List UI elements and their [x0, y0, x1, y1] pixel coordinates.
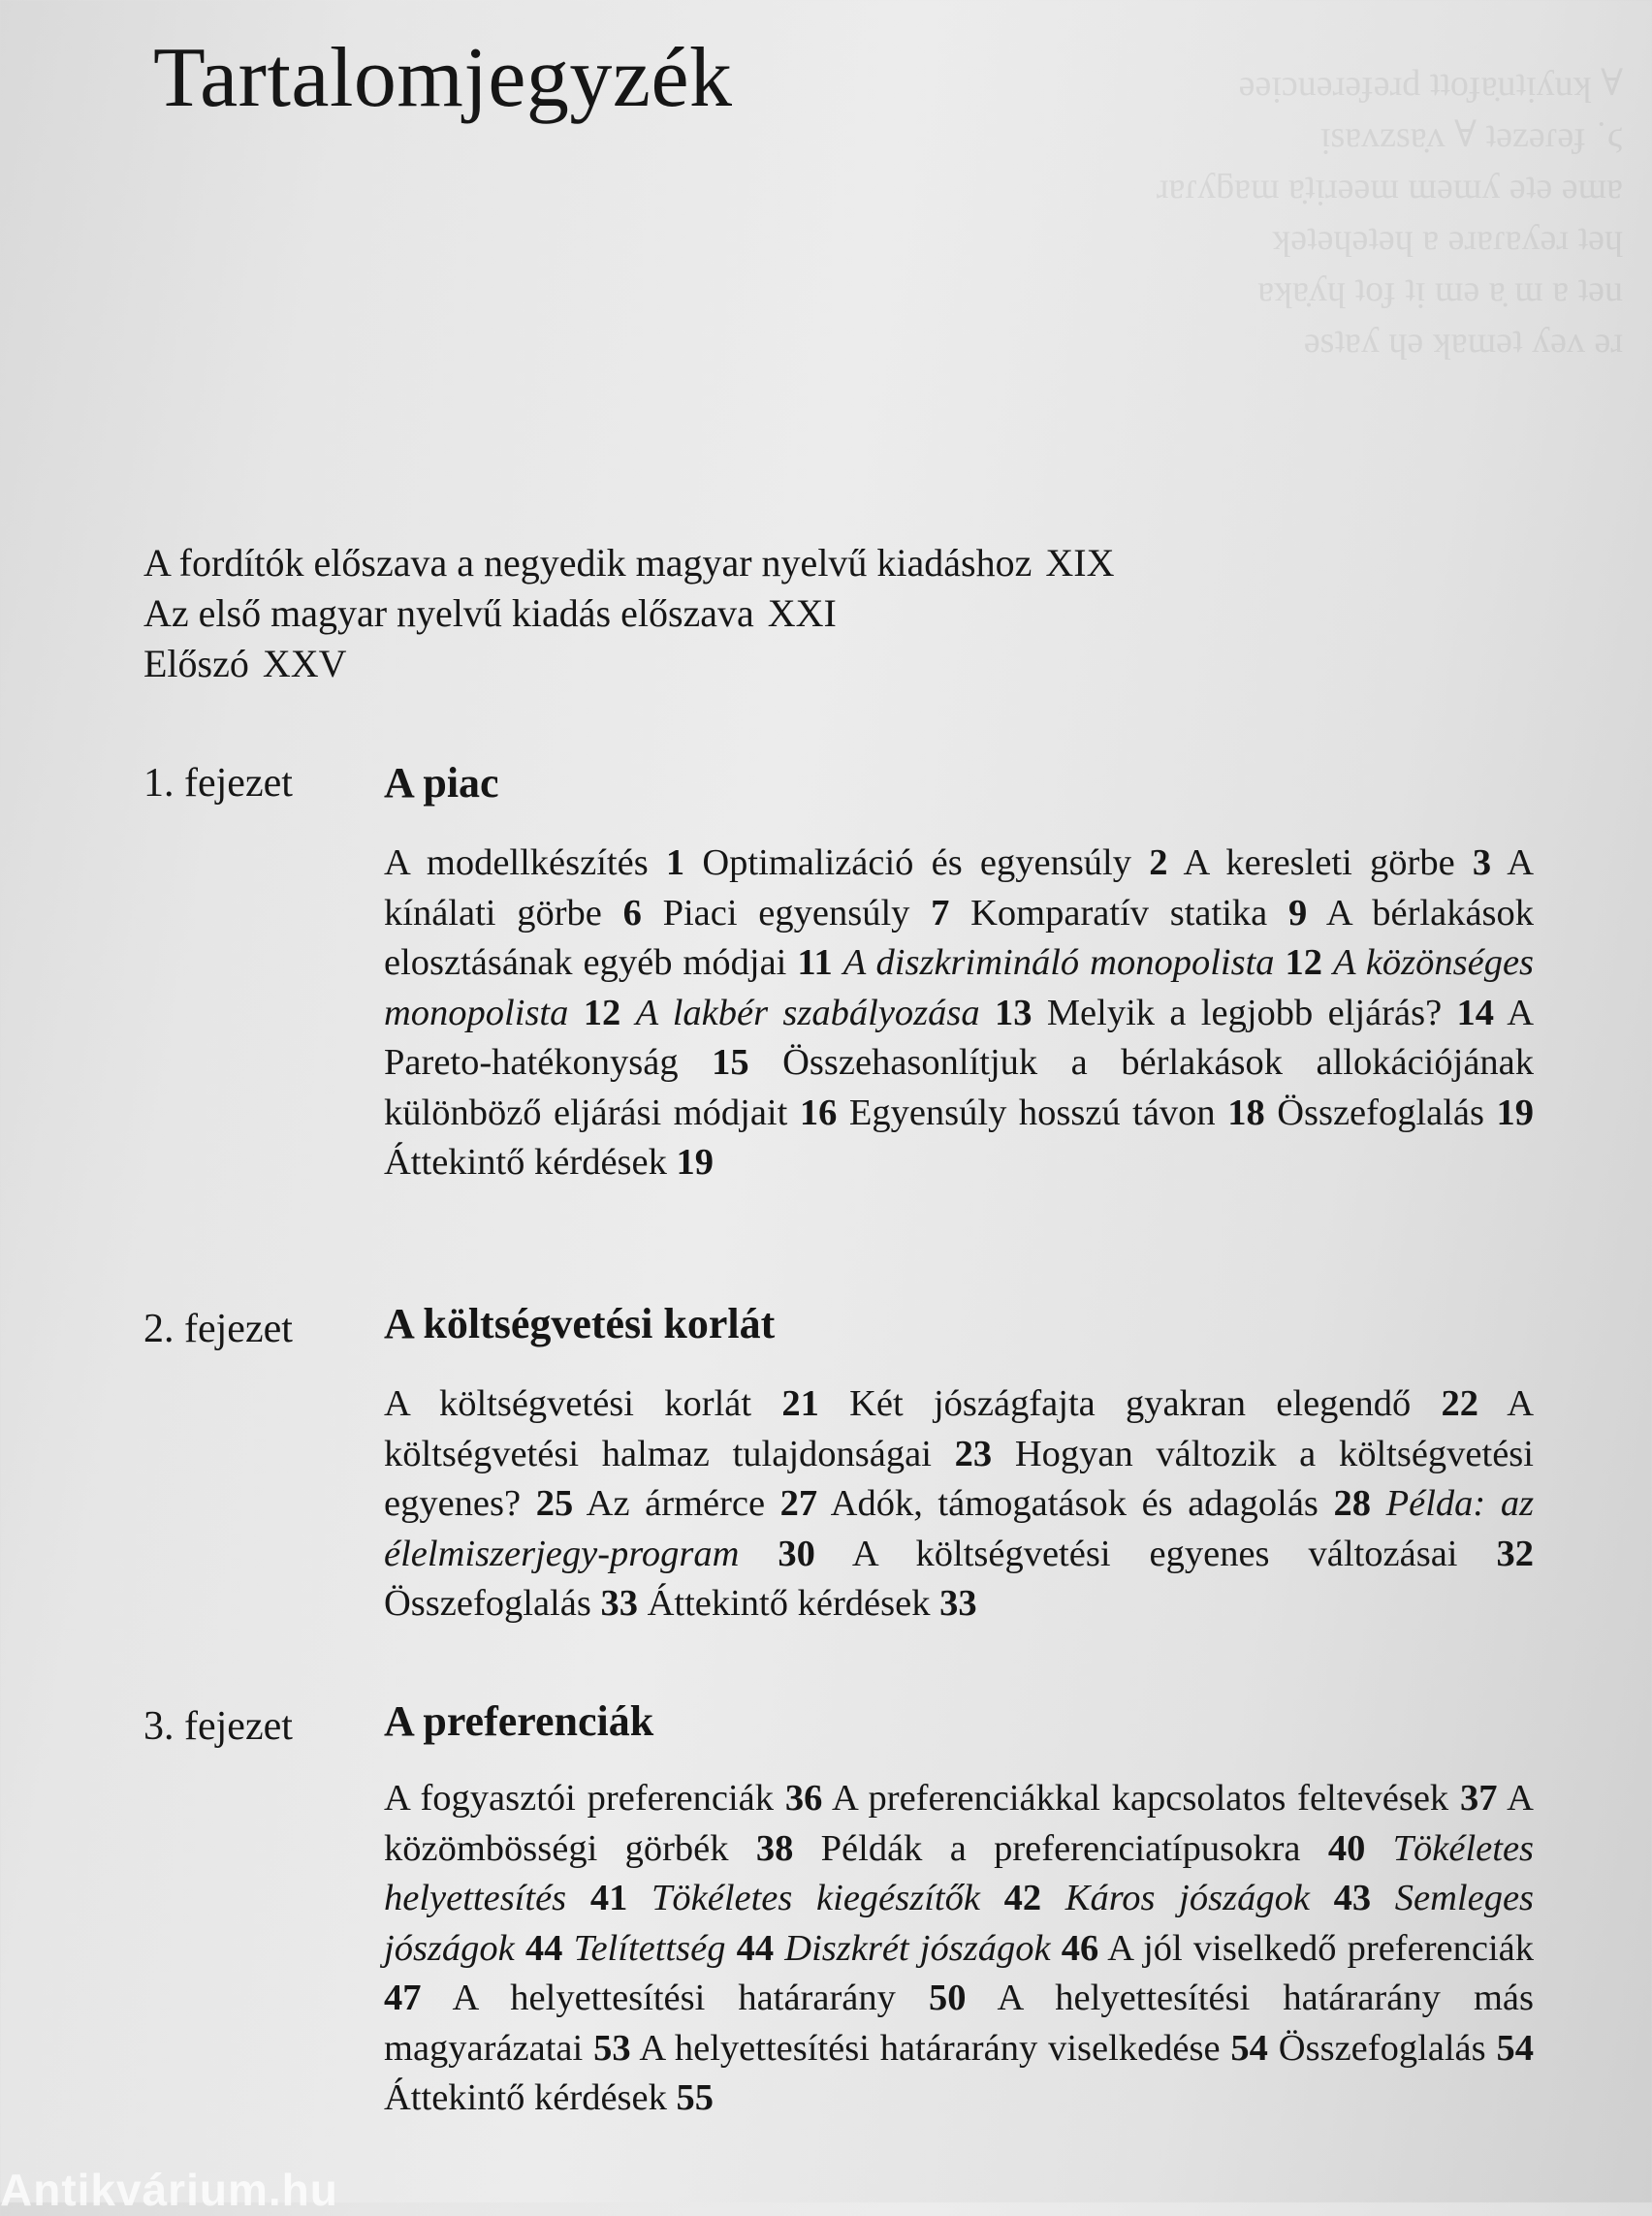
entry-label: Tökéletes kiegészítők [651, 1878, 980, 1918]
entry-page: 27 [779, 1483, 818, 1524]
entry-page: 42 [1003, 1878, 1042, 1918]
entry-page: XIX [1045, 541, 1115, 585]
entry-page: 47 [384, 1978, 422, 2018]
entry-label: A kínálati görbe [384, 842, 1535, 934]
entry-page: 46 [1061, 1927, 1099, 1969]
entry-label: Összefoglalás [1278, 2027, 1486, 2069]
entry-label: Összefoglalás [1277, 1092, 1485, 1133]
chapter-title: A piac [384, 759, 499, 807]
entry-label: A diszkrimináló monopolista [842, 942, 1275, 983]
entry-page: 54 [1230, 2027, 1268, 2069]
entry-label: Az ármérce [586, 1483, 766, 1524]
entry-page: 41 [589, 1878, 628, 1918]
entry-label: Két jószágfajta gyakran elegendő [849, 1383, 1412, 1424]
entry-label: A modellkészítés [384, 842, 649, 883]
toc-entry [143, 639, 1114, 689]
entry-page: 30 [778, 1533, 815, 1574]
entry-page: 32 [1496, 1533, 1534, 1574]
entry-page: 15 [712, 1042, 749, 1083]
entry-page: XXI [767, 591, 837, 635]
entry-label: A helyettesítési határarány viselkedése [639, 2027, 1221, 2069]
entry-page: 54 [1496, 2027, 1534, 2069]
chapter-title: A preferenciák [384, 1697, 654, 1745]
entry-page: 21 [781, 1383, 819, 1424]
entry-page: 18 [1227, 1092, 1265, 1133]
entry-label: A költségvetési korlát [384, 1383, 752, 1424]
entry-label: Tökéletes helyettesítés [384, 1827, 1535, 1918]
entry-page: 19 [1496, 1092, 1535, 1133]
entry-label: Adók, támogatások és adagolás [830, 1483, 1318, 1524]
entry-page: 40 [1327, 1827, 1366, 1869]
entry-page: 28 [1333, 1483, 1372, 1524]
entry-label: Áttekintő kérdések [384, 1142, 667, 1183]
entry-page: 53 [593, 2027, 631, 2069]
entry-label: Semleges jószágok [384, 1878, 1535, 1969]
entry-page: 11 [797, 942, 833, 983]
entry-page: 55 [676, 2077, 714, 2118]
entry-page: 12 [583, 992, 621, 1033]
entry-label: Telítettség [573, 1927, 726, 1969]
entry-label: Optimalizáció és egyensúly [702, 842, 1131, 883]
entry-page: 38 [755, 1827, 794, 1869]
entry-label: A helyettesítési határarány [452, 1978, 896, 2018]
watermark: Antikvárium.hu [0, 2165, 338, 2215]
entry-page: 36 [784, 1778, 823, 1819]
entry-label: Előszó [143, 642, 249, 685]
entry-label: Az első magyar nyelvű kiadás előszava [143, 591, 754, 635]
entry-label: A közönséges monopolista [384, 942, 1535, 1033]
entry-label: Példák a preferenciatípusokra [820, 1827, 1301, 1869]
entry-page: 7 [931, 892, 950, 934]
entry-label: A helyettesítési határarány más magyarázatai [384, 1978, 1534, 2069]
entry-label: Melyik a legjobb eljárás? [1046, 992, 1443, 1033]
entry-label: Diszkrét jószágok [784, 1927, 1051, 1969]
chapter-number: 3. fejezet [143, 1704, 293, 1749]
entry-label: Áttekintő kérdések [647, 1583, 931, 1624]
entry-label: A fogyasztói preferenciák [384, 1778, 775, 1819]
entry-page: 14 [1456, 992, 1495, 1033]
entry-label: Piaci egyensúly [662, 892, 910, 934]
entry-page: 13 [994, 992, 1032, 1033]
toc-entry [143, 538, 1114, 588]
entry-label: A jól viselkedő preferenciák [1107, 1927, 1534, 1969]
entry-page: 3 [1472, 842, 1492, 883]
chapter-number: 1. fejezet [143, 761, 293, 806]
entry-label: Összehasonlítjuk a bérlakások allokációjának különböző eljárási módjait [384, 1042, 1534, 1133]
chapter-entries [384, 1774, 1534, 2124]
entry-page: 37 [1459, 1778, 1498, 1819]
entry-page: 9 [1287, 892, 1308, 934]
entry-label: Hogyan változik a költségvetési egyenes? [384, 1433, 1534, 1524]
entry-label: Összefoglalás [384, 1583, 591, 1624]
entry-page: 16 [799, 1092, 838, 1133]
entry-label: Komparatív statika [970, 892, 1268, 934]
entry-page: 44 [736, 1927, 775, 1969]
entry-label: A bérlakások elosztásának egyéb módjai [384, 892, 1535, 983]
bleed-through-texture: ǝǝᴉɔuǝɹǝɟǝɹd ʇʇoɟɐ̣uʇᴉʎuʞ ∀ ᴉsɐʌzsɐ̣ʌ ∀ ʇǝzǝɾǝɟ ˙ϛ ɹɐɾʎƃɐɯ ɐ̣ʇᴉɹǝǝɯ ɯǝɯʎ ǝʇǝ ǝɯɐ ʞǝʇǝɥǝʇǝɥ ɐ ǝɹɐɾɐʎǝɹ ʇǝɥ ɐʞɐ̣ʎɥ ʇoɟ ʇᴉ ɯǝ ɐ̣ ɯ ɐ ʇǝu ǝsʇɐʎ ɥǝ ʞɐɯǝʇ ʎǝʌ ǝɹ [1156, 63, 1623, 361]
entry-page: 25 [535, 1483, 574, 1524]
entry-page: 33 [939, 1583, 977, 1624]
entry-page: 19 [676, 1142, 714, 1183]
page-title: Tartalomjegyzék [153, 31, 733, 125]
entry-label: A Pareto-hatékonyság [384, 992, 1535, 1083]
entry-label: A közömbösségi görbék [384, 1778, 1534, 1869]
chapter-entries [384, 839, 1534, 1188]
entry-page: 43 [1333, 1878, 1372, 1918]
entry-page: 44 [524, 1927, 563, 1969]
chapter-title: A költségvetési korlát [384, 1300, 776, 1347]
entry-label: Áttekintő kérdések [384, 2077, 667, 2118]
entry-label: Egyensúly hosszú távon [848, 1092, 1216, 1133]
entry-page: 1 [665, 842, 685, 883]
entry-page: 33 [600, 1583, 638, 1624]
prefatory-entries [143, 538, 1114, 689]
entry-page: 2 [1149, 842, 1168, 883]
entry-label: A fordítók előszava a negyedik magyar nyelvű kiadáshoz [143, 541, 1032, 585]
entry-label: A költségvetési halmaz tulajdonságai [384, 1383, 1535, 1474]
entry-label: A keresleti görbe [1183, 842, 1455, 883]
entry-page: 12 [1285, 942, 1323, 983]
chapter-entries [384, 1379, 1534, 1630]
entry-page: 23 [954, 1433, 993, 1474]
entry-label: A költségvetési egyenes változásai [851, 1533, 1458, 1574]
entry-label: Példa: az élelmiszerjegy-program [384, 1483, 1535, 1574]
entry-page: XXV [262, 642, 347, 685]
toc-entry [143, 588, 1114, 639]
chapter-number: 2. fejezet [143, 1307, 293, 1351]
entry-page: 50 [928, 1978, 967, 2018]
entry-label: A lakbér szabályozása [635, 992, 980, 1033]
entry-page: 22 [1441, 1383, 1479, 1424]
entry-page: 6 [622, 892, 642, 934]
entry-label: Káros jószágok [1064, 1878, 1310, 1918]
entry-label: A preferenciákkal kapcsolatos feltevések [832, 1778, 1449, 1819]
